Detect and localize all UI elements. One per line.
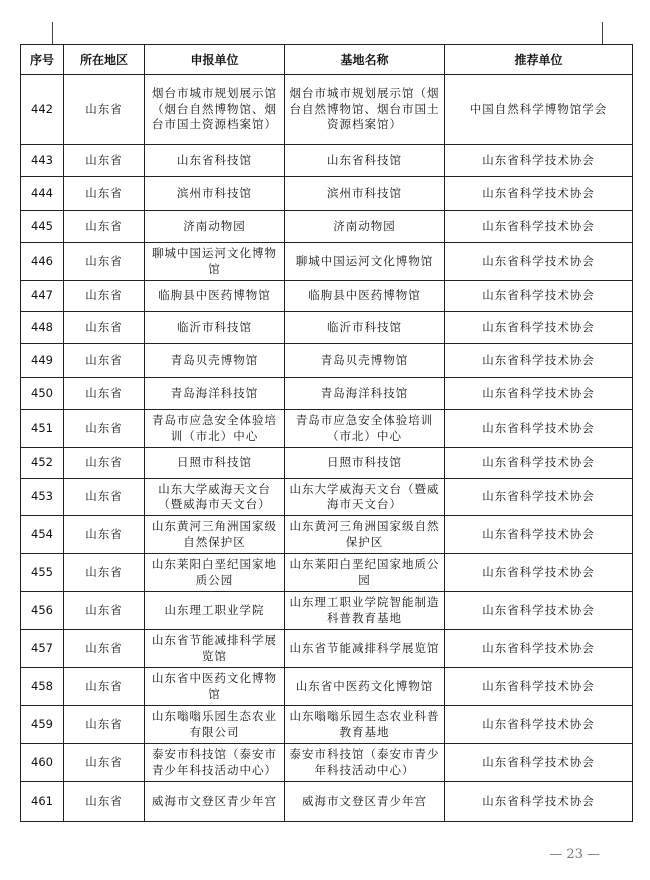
cell-region: 山东省 xyxy=(64,177,145,211)
cell-no: 454 xyxy=(21,516,64,554)
table-row xyxy=(21,706,633,744)
cell-no: 450 xyxy=(21,378,64,410)
cell-region: 山东省 xyxy=(64,744,145,782)
cell-recommender: 山东省科学技术协会 xyxy=(445,706,633,744)
cell-base: 临沂市科技馆 xyxy=(285,312,445,344)
cell-recommender: 山东省科学技术协会 xyxy=(445,554,633,592)
cell-no: 458 xyxy=(21,668,64,706)
cell-base: 青岛贝壳博物馆 xyxy=(285,344,445,378)
cell-applicant: 聊城中国运河文化博物馆 xyxy=(145,243,285,281)
cell-applicant: 临沂市科技馆 xyxy=(145,312,285,344)
cell-recommender: 山东省科学技术协会 xyxy=(445,668,633,706)
crop-mark-right xyxy=(602,22,603,44)
header-no: 序号 xyxy=(21,45,64,75)
cell-applicant: 泰安市科技馆（泰安市青少年科技活动中心） xyxy=(145,744,285,782)
table-row xyxy=(21,75,633,145)
cell-recommender: 山东省科学技术协会 xyxy=(445,448,633,479)
cell-applicant: 青岛海洋科技馆 xyxy=(145,378,285,410)
cell-recommender: 山东省科学技术协会 xyxy=(445,592,633,630)
table-row xyxy=(21,782,633,822)
cell-no: 448 xyxy=(21,312,64,344)
cell-no: 451 xyxy=(21,410,64,448)
cell-base: 山东理工职业学院智能制造科普教育基地 xyxy=(285,592,445,630)
cell-applicant: 山东省中医药文化博物馆 xyxy=(145,668,285,706)
cell-region: 山东省 xyxy=(64,378,145,410)
header-row xyxy=(21,45,633,75)
base-list-table xyxy=(20,44,633,822)
cell-base: 临朐县中医药博物馆 xyxy=(285,281,445,312)
header-region: 所在地区 xyxy=(64,45,145,75)
cell-no: 444 xyxy=(21,177,64,211)
cell-applicant: 滨州市科技馆 xyxy=(145,177,285,211)
table-row xyxy=(21,554,633,592)
cell-recommender: 山东省科学技术协会 xyxy=(445,145,633,177)
cell-recommender: 山东省科学技术协会 xyxy=(445,782,633,822)
cell-base: 威海市文登区青少年宫 xyxy=(285,782,445,822)
cell-base: 济南动物园 xyxy=(285,211,445,243)
cell-base: 山东莱阳白垩纪国家地质公园 xyxy=(285,554,445,592)
cell-applicant: 临朐县中医药博物馆 xyxy=(145,281,285,312)
cell-no: 457 xyxy=(21,630,64,668)
table-row xyxy=(21,378,633,410)
table-row xyxy=(21,177,633,211)
cell-base: 日照市科技馆 xyxy=(285,448,445,479)
cell-recommender: 山东省科学技术协会 xyxy=(445,378,633,410)
cell-applicant: 青岛贝壳博物馆 xyxy=(145,344,285,378)
cell-applicant: 山东理工职业学院 xyxy=(145,592,285,630)
cell-base: 山东省科技馆 xyxy=(285,145,445,177)
cell-base: 山东省中医药文化博物馆 xyxy=(285,668,445,706)
cell-recommender: 山东省科学技术协会 xyxy=(445,312,633,344)
cell-applicant: 山东省科技馆 xyxy=(145,145,285,177)
cell-region: 山东省 xyxy=(64,75,145,145)
cell-base: 山东黄河三角洲国家级自然保护区 xyxy=(285,516,445,554)
table-row xyxy=(21,243,633,281)
cell-region: 山东省 xyxy=(64,554,145,592)
cell-recommender: 山东省科学技术协会 xyxy=(445,281,633,312)
cell-recommender: 山东省科学技术协会 xyxy=(445,479,633,516)
cell-base: 青岛市应急安全体验培训（市北）中心 xyxy=(285,410,445,448)
table-row xyxy=(21,630,633,668)
cell-region: 山东省 xyxy=(64,706,145,744)
cell-recommender: 山东省科学技术协会 xyxy=(445,177,633,211)
cell-region: 山东省 xyxy=(64,243,145,281)
cell-base: 泰安市科技馆（泰安市青少年科技活动中心） xyxy=(285,744,445,782)
cell-applicant: 山东省节能减排科学展览馆 xyxy=(145,630,285,668)
cell-recommender: 山东省科学技术协会 xyxy=(445,630,633,668)
cell-applicant: 山东大学威海天文台（暨威海市天文台） xyxy=(145,479,285,516)
cell-applicant: 济南动物园 xyxy=(145,211,285,243)
cell-no: 460 xyxy=(21,744,64,782)
cell-no: 461 xyxy=(21,782,64,822)
cell-region: 山东省 xyxy=(64,782,145,822)
cell-region: 山东省 xyxy=(64,668,145,706)
cell-no: 445 xyxy=(21,211,64,243)
table-row xyxy=(21,744,633,782)
table-row xyxy=(21,312,633,344)
cell-region: 山东省 xyxy=(64,145,145,177)
cell-region: 山东省 xyxy=(64,211,145,243)
cell-base: 山东大学威海天文台（暨威海市天文台） xyxy=(285,479,445,516)
cell-recommender: 山东省科学技术协会 xyxy=(445,243,633,281)
cell-base: 山东嗡嗡乐园生态农业科普教育基地 xyxy=(285,706,445,744)
table-row xyxy=(21,410,633,448)
cell-region: 山东省 xyxy=(64,592,145,630)
cell-no: 447 xyxy=(21,281,64,312)
cell-no: 446 xyxy=(21,243,64,281)
cell-recommender: 山东省科学技术协会 xyxy=(445,211,633,243)
cell-no: 449 xyxy=(21,344,64,378)
table-row xyxy=(21,516,633,554)
cell-region: 山东省 xyxy=(64,281,145,312)
cell-base: 山东省节能减排科学展览馆 xyxy=(285,630,445,668)
cell-base: 青岛海洋科技馆 xyxy=(285,378,445,410)
cell-region: 山东省 xyxy=(64,630,145,668)
table-row xyxy=(21,479,633,516)
cell-applicant: 山东莱阳白垩纪国家地质公园 xyxy=(145,554,285,592)
cell-region: 山东省 xyxy=(64,516,145,554)
cell-region: 山东省 xyxy=(64,448,145,479)
cell-no: 452 xyxy=(21,448,64,479)
cell-applicant: 威海市文登区青少年宫 xyxy=(145,782,285,822)
table-row xyxy=(21,281,633,312)
cell-applicant: 山东嗡嗡乐园生态农业有限公司 xyxy=(145,706,285,744)
table-row xyxy=(21,668,633,706)
cell-region: 山东省 xyxy=(64,479,145,516)
crop-mark-left xyxy=(52,22,53,44)
table-row xyxy=(21,145,633,177)
cell-no: 442 xyxy=(21,75,64,145)
table-row xyxy=(21,592,633,630)
cell-base: 滨州市科技馆 xyxy=(285,177,445,211)
cell-base: 聊城中国运河文化博物馆 xyxy=(285,243,445,281)
cell-region: 山东省 xyxy=(64,312,145,344)
cell-applicant: 烟台市城市规划展示馆（烟台自然博物馆、烟台市国土资源档案馆） xyxy=(145,75,285,145)
cell-applicant: 山东黄河三角洲国家级自然保护区 xyxy=(145,516,285,554)
cell-applicant: 青岛市应急安全体验培训（市北）中心 xyxy=(145,410,285,448)
cell-region: 山东省 xyxy=(64,344,145,378)
cell-recommender: 山东省科学技术协会 xyxy=(445,744,633,782)
table-row xyxy=(21,344,633,378)
cell-recommender: 山东省科学技术协会 xyxy=(445,410,633,448)
header-base: 基地名称 xyxy=(285,45,445,75)
page-number: — 23 — xyxy=(549,847,600,862)
cell-no: 459 xyxy=(21,706,64,744)
table-row xyxy=(21,448,633,479)
cell-no: 453 xyxy=(21,479,64,516)
cell-recommender: 山东省科学技术协会 xyxy=(445,344,633,378)
cell-no: 455 xyxy=(21,554,64,592)
cell-recommender: 中国自然科学博物馆学会 xyxy=(445,75,633,145)
header-applicant: 申报单位 xyxy=(145,45,285,75)
cell-no: 443 xyxy=(21,145,64,177)
header-recommender: 推荐单位 xyxy=(445,45,633,75)
cell-recommender: 山东省科学技术协会 xyxy=(445,516,633,554)
cell-region: 山东省 xyxy=(64,410,145,448)
cell-base: 烟台市城市规划展示馆（烟台自然博物馆、烟台市国土资源档案馆） xyxy=(285,75,445,145)
cell-applicant: 日照市科技馆 xyxy=(145,448,285,479)
cell-no: 456 xyxy=(21,592,64,630)
table-row xyxy=(21,211,633,243)
